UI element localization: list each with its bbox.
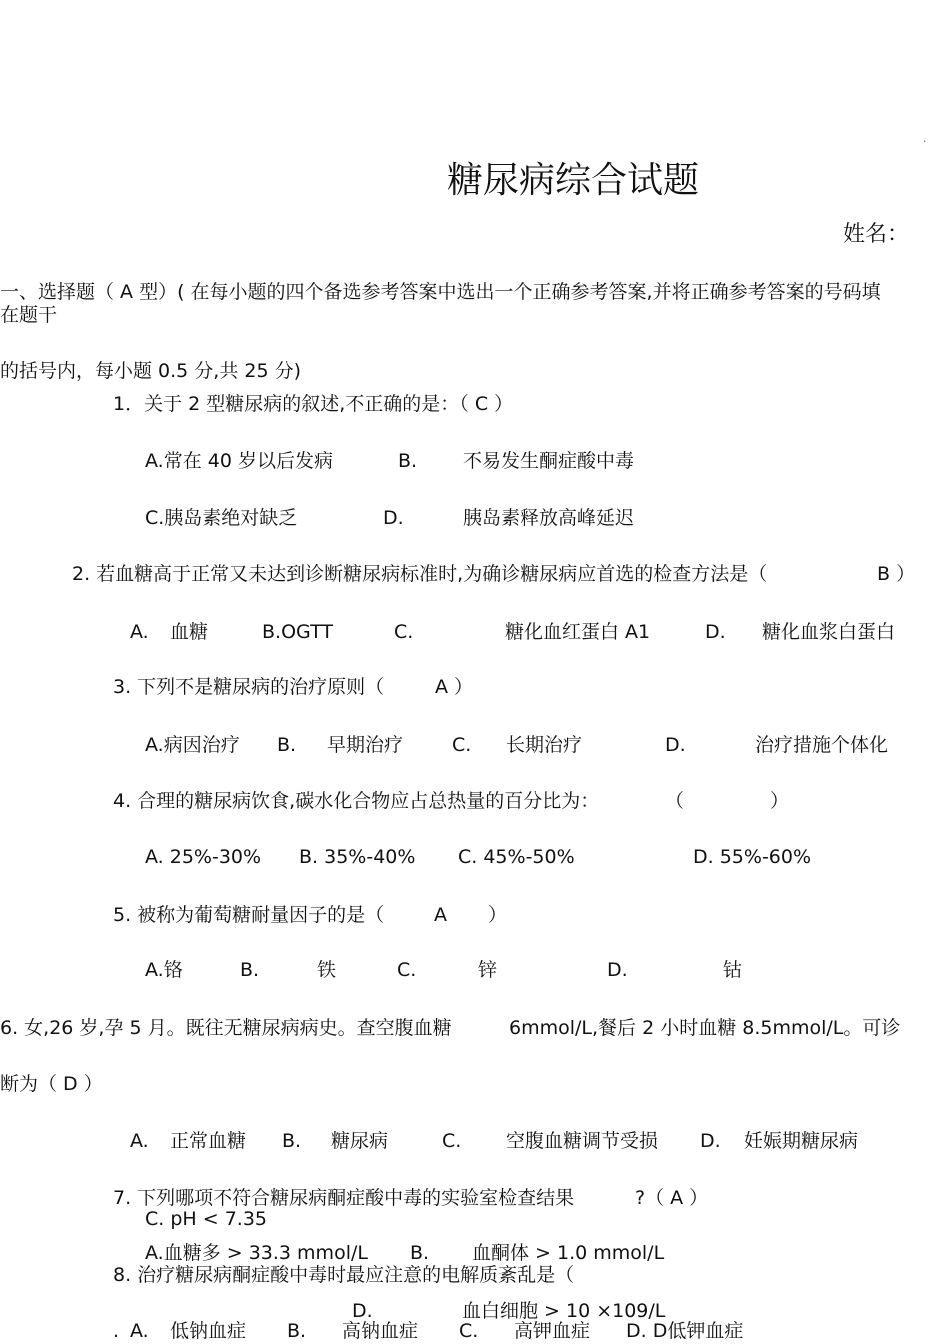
section-heading-line3: 的括号内，每小题 0.5 分,共 25 分) xyxy=(0,360,302,382)
question-1-option-d-letter: D. xyxy=(383,507,404,529)
question-6-option-b: 糖尿病 xyxy=(331,1130,389,1152)
question-8-option-b: 高钠血症 xyxy=(342,1320,419,1342)
question-2-option-d-letter: D. xyxy=(705,621,726,643)
section-heading-line2: 在题干 xyxy=(0,304,58,326)
question-8-option-a-letter: A. xyxy=(130,1320,149,1342)
question-3-option-d: 治疗措施个体化 xyxy=(755,734,889,756)
question-6-option-d: 妊娠期糖尿病 xyxy=(744,1130,859,1152)
question-1-option-b-letter: B. xyxy=(398,450,418,472)
question-1-option-c: C.胰岛素绝对缺乏 xyxy=(145,507,298,529)
question-2-option-c: 糖化血红蛋白 A1 xyxy=(505,621,651,643)
page-title: 糖尿病综合试题 xyxy=(447,160,700,201)
section-heading-line1: 一、选择题（ A 型）( 在每小题的四个备选参考答案中选出一个正确参考答案,并将正确参考答案的号码填 xyxy=(0,281,881,303)
question-5-option-b-letter: B. xyxy=(240,959,260,981)
question-8-stem: 8. 治疗糖尿病酮症酸中毒时最应注意的电解质紊乱是（ xyxy=(113,1264,575,1286)
question-3-option-d-letter: D. xyxy=(665,734,686,756)
question-5-option-b: 铁 xyxy=(317,959,337,981)
question-7-answer: ?（ A ） xyxy=(635,1187,709,1209)
question-2-option-d: 糖化血浆白蛋白 xyxy=(762,621,896,643)
question-7-option-d-letter: D. xyxy=(352,1300,373,1322)
question-7-option-b: 血酮体 > 1.0 mmol/L xyxy=(472,1242,665,1264)
question-6-stem-part1: 6. 女,26 岁,孕 5 月。既往无糖尿病病史。查空腹血糖 xyxy=(0,1017,452,1039)
question-2-answer: B ） xyxy=(877,563,916,585)
question-8-option-d: D. D低钾血症 xyxy=(626,1320,744,1342)
question-1-option-b: 不易发生酮症酸中毒 xyxy=(463,450,635,472)
question-3-option-c: 长期治疗 xyxy=(506,734,583,756)
question-6-option-b-letter: B. xyxy=(282,1130,302,1152)
question-8-option-c-letter: C. xyxy=(459,1320,479,1342)
question-3-option-c-letter: C. xyxy=(452,734,472,756)
question-2-option-a-letter: A. xyxy=(130,621,149,643)
question-5-option-a: A.铬 xyxy=(145,959,183,981)
question-4-option-a: A. 25%-30% xyxy=(145,846,262,868)
question-1-stem: 1．关于 2 型糖尿病的叙述,不正确的是：（ C ） xyxy=(113,393,514,415)
question-2-option-b: B.OGTT xyxy=(262,621,333,643)
question-6-stem-part2: 6mmol/L,餐后 2 小时血糖 8.5mmol/L。可诊 xyxy=(509,1017,901,1039)
question-8-option-a: 低钠血症 xyxy=(170,1320,247,1342)
question-8-leading-dot: . xyxy=(113,1320,120,1342)
question-5-stem: 5. 被称为葡萄糖耐量因子的是（ xyxy=(113,904,385,926)
question-3-stem: 3. 下列不是糖尿病的治疗原则（ xyxy=(113,676,385,698)
question-5-option-c: 锌 xyxy=(478,959,498,981)
question-1-option-d: 胰岛素释放高峰延迟 xyxy=(463,507,635,529)
question-6-option-a: 正常血糖 xyxy=(170,1130,247,1152)
question-5-paren-close: ） xyxy=(488,904,508,926)
question-5-answer: A xyxy=(434,904,447,926)
question-6-option-c-letter: C. xyxy=(442,1130,462,1152)
question-4-paren-open: （ xyxy=(665,790,685,812)
question-4-paren-close: ） xyxy=(770,790,790,812)
question-3-answer: A ） xyxy=(435,676,474,698)
question-7-option-b-letter: B. xyxy=(410,1242,430,1264)
question-3-option-a: A.病因治疗 xyxy=(145,734,240,756)
question-4-option-b: B. 35%-40% xyxy=(299,846,416,868)
question-6-stem-part3: 断为（ D ） xyxy=(0,1073,103,1095)
question-5-option-d: 钴 xyxy=(723,959,743,981)
question-3-option-b-letter: B. xyxy=(277,734,297,756)
question-8-option-c: 高钾血症 xyxy=(514,1320,591,1342)
question-4-stem: 4. 合理的糖尿病饮食,碳水化合物应占总热量的百分比为： xyxy=(113,790,600,812)
question-5-option-c-letter: C. xyxy=(397,959,417,981)
name-label: 姓名： xyxy=(843,222,910,247)
question-6-option-d-letter: D. xyxy=(700,1130,721,1152)
question-7-stem: 7. 下列哪项不符合糖尿病酮症酸中毒的实验室检查结果 xyxy=(113,1187,575,1209)
corner-mark: . xyxy=(923,132,927,145)
question-7-option-c: C. pH < 7.35 xyxy=(145,1208,267,1230)
question-6-option-a-letter: A. xyxy=(130,1130,149,1152)
question-4-option-d: D. 55%-60% xyxy=(693,846,812,868)
question-7-option-a: A.血糖多 > 33.3 mmol/L xyxy=(145,1242,368,1264)
question-6-option-c: 空腹血糖调节受损 xyxy=(506,1130,659,1152)
question-2-stem: 2. 若血糖高于正常又未达到诊断糖尿病标准时,为确诊糖尿病应首选的检查方法是（ xyxy=(72,563,768,585)
question-3-option-b: 早期治疗 xyxy=(327,734,404,756)
question-7-option-d: 血白细胞 > 10 ×109/L xyxy=(462,1300,666,1322)
question-1-option-a: A.常在 40 岁以后发病 xyxy=(145,450,333,472)
question-5-option-d-letter: D. xyxy=(607,959,628,981)
question-2-option-a: 血糖 xyxy=(170,621,209,643)
question-4-option-c: C. 45%-50% xyxy=(458,846,575,868)
question-2-option-c-letter: C. xyxy=(394,621,414,643)
question-8-option-b-letter: B. xyxy=(287,1320,307,1342)
